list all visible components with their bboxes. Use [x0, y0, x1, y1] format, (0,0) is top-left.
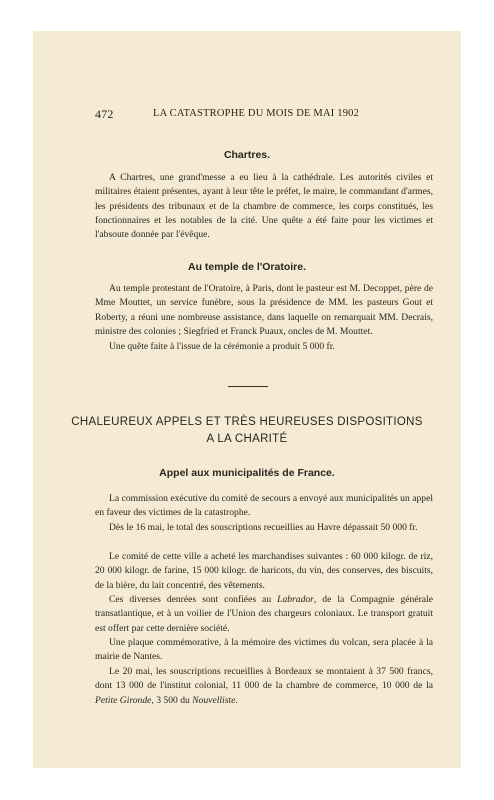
text-fragment: , 3 500 du	[151, 694, 193, 706]
newspaper-name: Petite Gironde	[95, 694, 152, 706]
newspaper-name: Nouvelliste	[192, 694, 236, 706]
paragraph-oratoire-2: Une quête faite à l'issue de la cérémonie a produit 5 000 fr.	[109, 341, 335, 352]
chapter-title-line-1: CHALEUREUX APPELS ET TRÈS HEUREUSES DISPOSITIONS	[71, 416, 423, 428]
chapter-title-line-2: A LA CHARITÉ	[206, 433, 288, 445]
paragraph-labrador	[95, 593, 433, 636]
paragraph-nantes: Une plaque commémorative, à la mémoire des victimes du volcan, sera placée à la mairie de Nantes.	[95, 637, 433, 663]
text-fragment: , de la Compagnie générale transatlantique, et à un voilier de l'Union des chargeurs coloniaux. Le transport gratuit est offert par cette dernière société.	[95, 594, 433, 634]
paragraph-marchandises: Le comité de cette ville a acheté les marchandises suivantes : 60 000 kilogr. de riz, 20 000 kilogr. de farine, 15 000 kilogr. de haricots, du vin, des conserves, des biscuits, de la bière, du lait concentré, des vêtements.	[95, 551, 433, 591]
section-heading-oratoire: Au temple de l'Oratoire.	[187, 261, 307, 273]
paragraph-chartres: A Chartres, une grand'messe a eu lieu à la cathédrale. Les autorités civiles et militaires étaient présentes, ayant à leur tête le préfet, le maire, le commandant d'armes, les présidents des tribunaux et de la chambre de commerce, les corps constitués, les fonctionnaires et les notables de la cité. Une quête a été faite pour les victimes et l'absoute donnée par l'évêque.	[95, 172, 433, 241]
paragraph-bordeaux	[95, 665, 433, 708]
section-heading-chartres: Chartres.	[223, 149, 271, 161]
running-title: LA CATASTROPHE DU MOIS DE MAI 1902	[153, 108, 360, 119]
paragraph-commission: La commission exécutive du comité de secours a envoyé aux municipalités un appel en faveur des victimes de la catastrophe.	[95, 493, 433, 519]
section-heading-appel: Appel aux municipalités de France.	[159, 467, 335, 479]
text-fragment: Le 20 mai, les souscriptions recueillies à Bordeaux se montaient à 37 500 francs, dont 13 000 de l'institut colonial, 11 000 de la chambre de commerce, 10 000 de la	[95, 666, 433, 692]
section-divider	[228, 386, 268, 387]
text-fragment: Ces diverses denrées sont confiées au	[109, 594, 278, 605]
ship-name: Labrador	[277, 594, 314, 605]
book-page	[33, 31, 461, 768]
paragraph-havre: Dès le 16 mai, le total des souscriptions recueillies au Havre dépassait 50 000 fr.	[109, 522, 418, 533]
text-fragment: .	[235, 694, 238, 706]
paragraph-oratoire-1: Au temple protestant de l'Oratoire, à Paris, dont le pasteur est M. Decoppet, père de Mme Mouttet, un service funèbre, sous la présidence de MM. les pasteurs Gout et Roberty, a réuni une nombreuse assistance, dans laquelle on remarquait MM. Decrais, ministre des colonies ; Siegfried et Franck Puaux, oncles de M. Mouttet.	[95, 283, 433, 337]
page-number: 472	[95, 107, 114, 121]
